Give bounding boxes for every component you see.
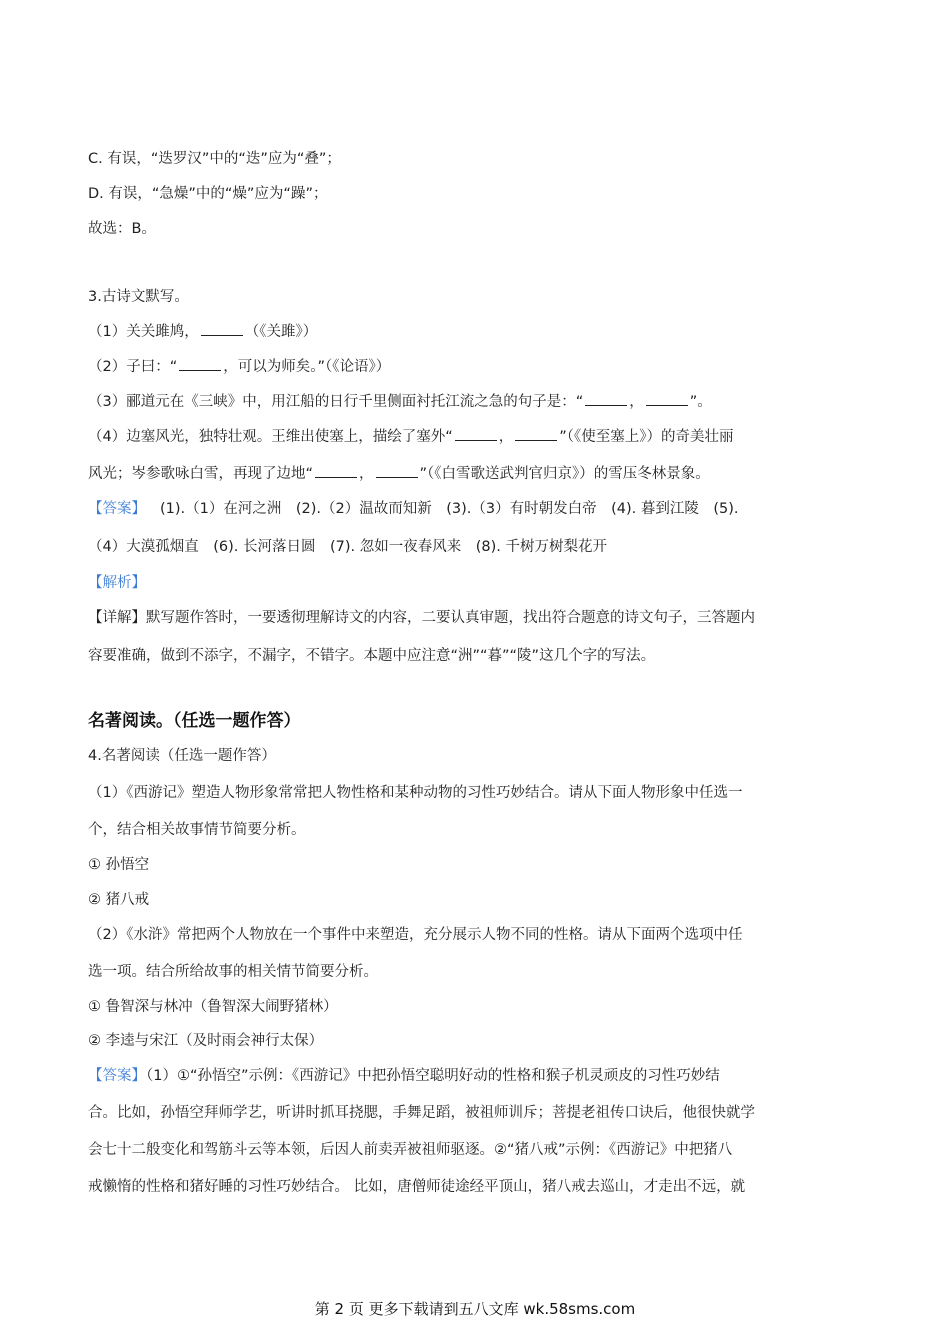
q3-item-2 xyxy=(88,356,390,377)
q3-item-4-text: （4）边塞风光，独特壮观。王维出使塞上，描绘了塞外“ xyxy=(88,429,453,445)
answer-blank xyxy=(201,321,243,336)
answer-blank xyxy=(179,356,221,371)
q4-option-lu-zhishen-lin-chong: ① 鲁智深与林冲（鲁智深大闹野猪林） xyxy=(88,999,338,1015)
q3-detail-line-1: 【详解】默写题作答时，一要透彻理解诗文的内容，二要认真审题，找出符合题意的诗文句子，三答题内 xyxy=(88,610,755,626)
q4-option-li-kui-song-jiang: ② 李逵与宋江（及时雨会神行太保） xyxy=(88,1033,324,1049)
q4-answer-text-1: （1）①“孙悟空”示例：《西游记》中把孙悟空聪明好动的性格和猴子机灵顽皮的习性巧妙结 xyxy=(146,1068,720,1084)
q3-item-4-text-2: 风光；岑参歌咏白雪，再现了边地“ xyxy=(88,466,314,482)
q4-part-1-line-2: 个，结合相关故事情节简要分析。 xyxy=(88,822,306,838)
q4-answer-line-1 xyxy=(88,1066,720,1086)
q4-part-2-line-2: 选一项。结合所给故事的相关情节简要分析。 xyxy=(88,964,378,980)
section-heading: 名著阅读。（任选一题作答） xyxy=(88,711,301,731)
q3-item-2-source: ，可以为师矣。”（《论语》） xyxy=(223,359,391,375)
q3-item-3-end: ”。 xyxy=(689,394,712,410)
q4-answer-line-3: 会七十二般变化和驾筋斗云等本领，后因人前卖弄被祖师驱逐。②“猪八戒”示例：《西游记》中把猪八 xyxy=(88,1142,733,1158)
question-4-title: 4.名著阅读（任选一题作答） xyxy=(88,748,276,764)
answer-blank xyxy=(515,426,557,441)
q3-answer-text-1: (1).（1）在河之洲 (2).（2）温故而知新 (3).（3）有时朝发白帝 (4). 暮到江陵 (5). xyxy=(160,501,739,517)
answer-blank xyxy=(585,391,627,406)
answer-blank xyxy=(646,391,688,406)
answer-blank xyxy=(455,426,497,441)
q4-option-sun-wukong: ① 孙悟空 xyxy=(88,857,150,873)
q4-part-2-line-1: （2）《水浒》常把两个人物放在一个事件中来塑造，充分展示人物不同的性格。请从下面两个选项中任 xyxy=(88,927,743,943)
q3-item-3 xyxy=(88,391,712,412)
q3-item-1 xyxy=(88,321,317,342)
q4-part-1-line-1: （1）《西游记》塑造人物形象常常把人物性格和某种动物的习性巧妙结合。请从下面人物形象中任选一 xyxy=(88,785,743,801)
q3-item-4-comma-2: ， xyxy=(359,466,374,482)
q3-item-4-source-2: ”（《白雪歌送武判官归京》）的雪压冬林景象。 xyxy=(419,466,710,482)
answer-tag: 【答案】 xyxy=(88,1068,146,1084)
q3-item-1-source: （《关雎》） xyxy=(244,324,318,340)
q4-option-zhu-bajie: ② 猪八戒 xyxy=(88,892,150,908)
page-footer: 第 2 页 更多下载请到五八文库 wk.58sms.com xyxy=(314,1300,636,1318)
q4-answer-line-2: 合。比如，孙悟空拜师学艺，听讲时抓耳挠腮，手舞足蹈，被祖师训斥；菩提老祖传口诀后，他很快就学 xyxy=(88,1105,755,1121)
q3-answer-line-1 xyxy=(88,499,739,519)
analysis-tag: 【解析】 xyxy=(88,575,146,591)
q3-item-3-comma: ， xyxy=(629,394,644,410)
q3-answer-line-2: （4）大漠孤烟直 (6). 长河落日圆 (7). 忽如一夜春风来 (8). 千树万树梨花开 xyxy=(88,539,607,555)
answer-blank xyxy=(376,463,418,478)
q3-detail-line-2: 容要准确，做到不添字，不漏字，不错字。本题中应注意“洲”“暮”“陵”这几个字的写法。 xyxy=(88,648,656,664)
option-c-explanation: C. 有误，“迭罗汉”中的“迭”应为“叠”； xyxy=(88,151,341,167)
q3-item-4-source: ”（《使至塞上》）的奇美壮丽 xyxy=(559,429,734,445)
answer-tag: 【答案】 xyxy=(88,501,146,517)
q3-item-3-text: （3）郦道元在《三峡》中，用江船的日行千里侧面衬托江流之急的句子是：“ xyxy=(88,394,584,410)
answer-blank xyxy=(315,463,357,478)
option-d-explanation: D. 有误，“急燥”中的“燥”应为“躁”； xyxy=(88,186,328,202)
q4-answer-line-4: 戒懒惰的性格和猪好睡的习性巧妙结合。 比如，唐僧师徒途经平顶山，猪八戒去巡山，才走出不远，就 xyxy=(88,1179,746,1195)
q3-item-4-line-1 xyxy=(88,426,734,447)
question-3-title: 3.古诗文默写。 xyxy=(88,289,189,305)
q3-item-1-text: （1）关关雎鸠， xyxy=(88,324,199,340)
q3-item-2-text: （2）子曰：“ xyxy=(88,359,178,375)
q3-item-4-comma: ， xyxy=(498,429,514,445)
q3-item-4-line-2 xyxy=(88,463,710,484)
choice-conclusion: 故选：B。 xyxy=(88,221,156,237)
